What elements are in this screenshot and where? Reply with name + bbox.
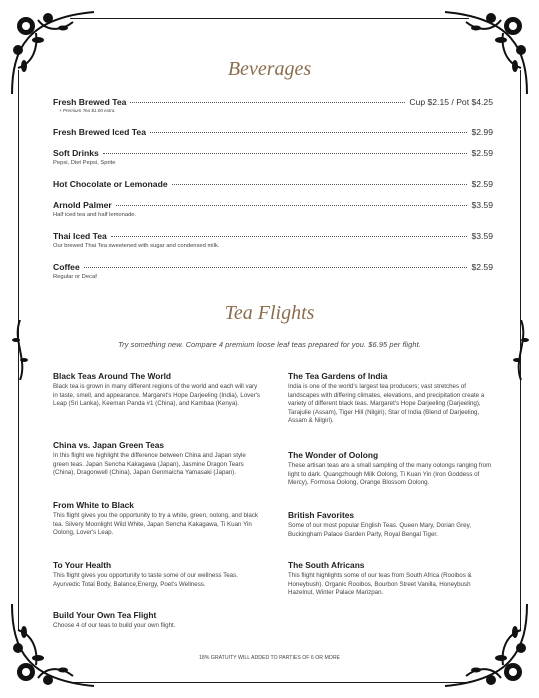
beverage-description: Regular or Decaf — [53, 274, 97, 280]
vine-ornament-icon — [511, 320, 531, 380]
floral-corner-icon — [441, 8, 531, 98]
flight-item — [288, 560, 498, 598]
dot-leader — [130, 102, 405, 103]
beverage-price: $2.59 — [471, 262, 493, 272]
dot-leader — [150, 132, 468, 133]
tea-flights-intro: Try something new. Compare 4 premium loose leaf teas prepared for you. $6.95 per flight. — [118, 340, 421, 349]
flight-item — [288, 450, 498, 488]
flight-description: Black tea is grown in many different regions of the world and each will vary in taste, smell, and appearance. Margaret's Hope Darjeeling (India), Lover's Leap (Sri Lanka), Keeman Panda #1 (China), and Kambaa (Kenya). — [53, 383, 261, 408]
flight-description: Choose 4 of our teas to build your own flight. — [53, 622, 176, 629]
flight-title: China vs. Japan Green Teas — [53, 440, 165, 450]
flight-title: The Tea Gardens of India — [288, 371, 388, 381]
beverage-item — [53, 127, 493, 137]
beverage-item — [53, 97, 493, 113]
flight-item — [288, 510, 498, 539]
tea-flights-title: Tea Flights — [224, 302, 315, 324]
beverage-price: $3.59 — [471, 200, 493, 210]
beverage-name: Fresh Brewed Tea — [53, 97, 127, 107]
flight-description: This flight highlights some of our teas from South Africa (Rooibos & Honeybush). Organic Rooibos, Bourbon Street Vanilla, Honeybush Hazelnut, Winter Palace Marizpan. — [288, 572, 472, 597]
border-top — [70, 18, 469, 19]
beverage-item — [53, 262, 493, 280]
gratuity-note: 18% GRATUITY WILL ADDED TO PARTIES OF 6 OR MORE — [198, 655, 341, 661]
flight-description: Some of our most popular English Teas. Queen Mary, Dorian Grey, Buckingham Palace Garden Party, Royal Bengal Tiger. — [288, 522, 471, 538]
dot-leader — [111, 236, 468, 237]
dot-leader — [84, 267, 468, 268]
flight-title: Black Teas Around The World — [53, 371, 172, 381]
flight-title: British Favorites — [288, 510, 355, 520]
flight-item — [288, 371, 498, 426]
beverage-price: Cup $2.15 / Pot $4.25 — [409, 97, 493, 107]
floral-corner-icon — [441, 600, 531, 690]
beverage-name: Fresh Brewed Iced Tea — [53, 127, 146, 137]
beverage-description: Our brewed Thai Tea sweetened with sugar and condensed milk. — [53, 243, 220, 249]
flight-description: In this flight we highlight the difference between China and Japan style green teas. Japan Sencha Kakagawa (Japan), Jasmine Dragon Tears (China), Dragonwell (China), Japan Genmaicha Yamasaki (Japan). — [53, 452, 246, 477]
flight-description: These artisan teas are a small sampling of the many oolongs ranging from light to dark. Quangzhough Milk Oolong, Ti Kuan Yin (Iron Goddess of Mercy), Formosa Oolong, Orange Blossom Oolong. — [288, 462, 492, 487]
beverage-item — [53, 231, 493, 249]
beverage-name: Soft Drinks — [53, 148, 99, 158]
dot-leader — [172, 184, 468, 185]
beverages-title: Beverages — [227, 58, 312, 80]
beverage-note: + Premium Tea $1.00 extra. — [59, 108, 116, 113]
beverage-price: $2.59 — [471, 179, 493, 189]
flight-item — [53, 560, 263, 589]
flight-title: Build Your Own Tea Flight — [53, 610, 157, 620]
beverage-item — [53, 179, 493, 189]
border-bottom — [70, 682, 469, 683]
flight-item — [53, 371, 263, 409]
flight-title: The Wonder of Oolong — [288, 450, 379, 460]
flight-title: The South Africans — [288, 560, 365, 570]
beverage-price: $2.59 — [471, 148, 493, 158]
flight-item — [53, 440, 263, 478]
beverage-item — [53, 148, 493, 166]
beverage-name: Arnold Palmer — [53, 200, 112, 210]
beverage-description: Half iced tea and half lemonade. — [53, 212, 137, 218]
flight-item — [53, 610, 263, 631]
flight-title: From White to Black — [53, 500, 134, 510]
dot-leader — [103, 153, 468, 154]
flight-title: To Your Health — [53, 560, 112, 570]
flight-description: This flight gives you the opportunity to try a white, green, oolong, and black tea. Silvery Moonlight Wild White, Japan Sencha Kakagawa, Ti Kuan Yin Oolong, Lover's Leap. — [53, 512, 258, 537]
beverage-price: $3.59 — [471, 231, 493, 241]
flight-item — [53, 500, 263, 538]
flight-description: This flight gives you opportunity to taste some of our wellness Teas. Ayurvedic Total Body, Balance,Energy, Poet's Wellness. — [53, 572, 238, 588]
vine-ornament-icon — [10, 320, 30, 380]
beverage-name: Thai Iced Tea — [53, 231, 107, 241]
floral-corner-icon — [8, 8, 98, 98]
beverage-price: $2.99 — [471, 127, 493, 137]
beverage-item — [53, 200, 493, 218]
beverage-name: Hot Chocolate or Lemonade — [53, 179, 168, 189]
flight-description: India is one of the world's largest tea producers; vast stretches of landscapes with differing climates, elevations, and precipitation create a variety of different black teas. Margaret's Hope Darjeeling (Darjeeling), Tarajulie (Assam), Tiger Hill (Nilgiri), Star of India (Blend of Darjeeling, Assam & Nilgiri). — [288, 383, 485, 425]
beverage-name: Coffee — [53, 262, 80, 272]
beverage-description: Pepsi, Diet Pepsi, Sprite — [53, 160, 116, 166]
dot-leader — [116, 205, 468, 206]
